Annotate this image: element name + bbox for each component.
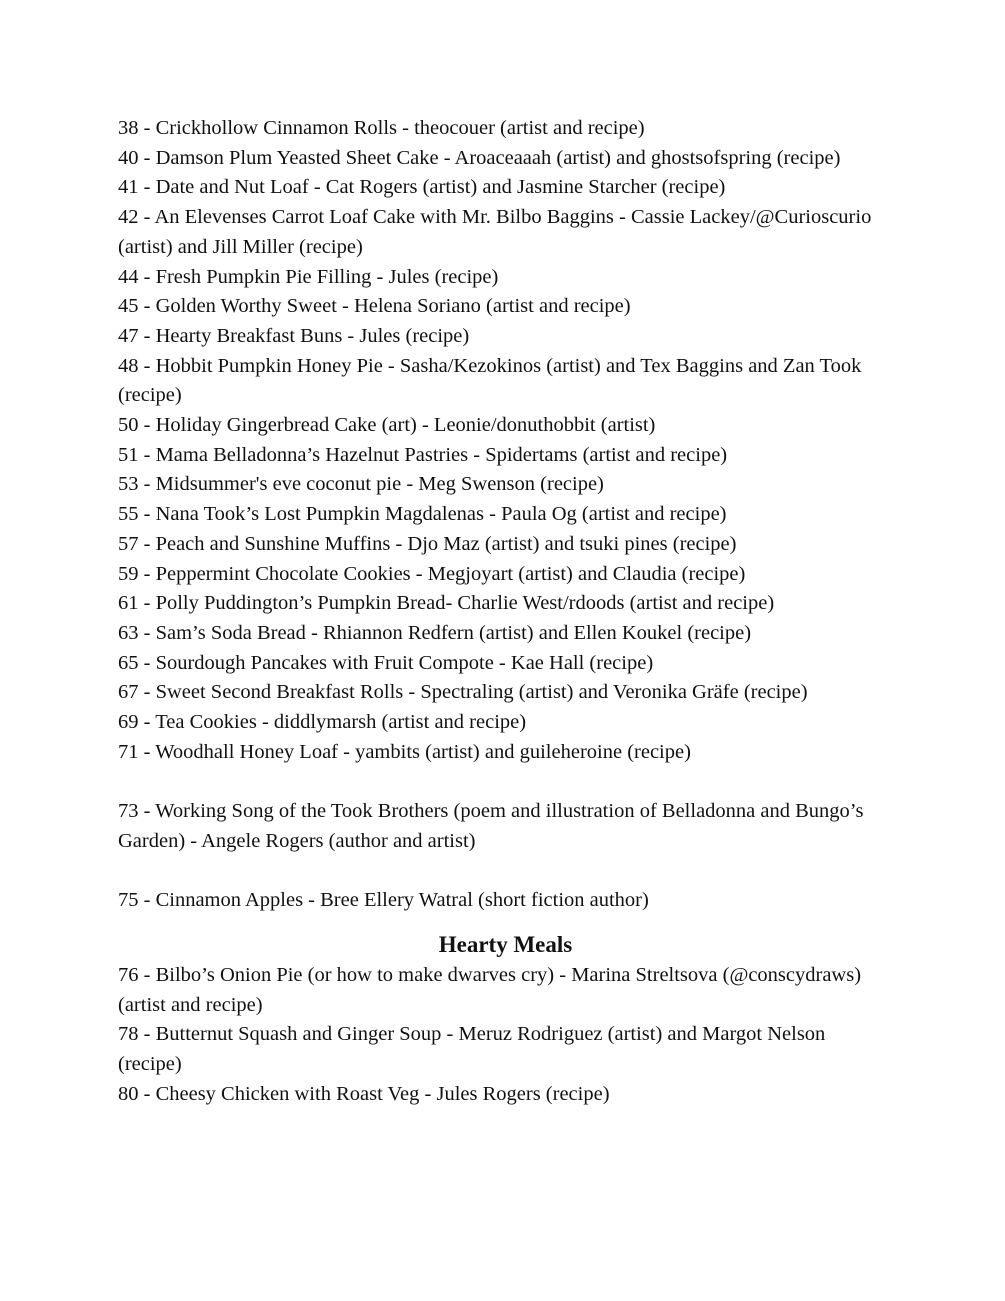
contents-entry: 53 - Midsummer's eve coconut pie - Meg Swenson (recipe): [118, 473, 604, 496]
contents-entry: 63 - Sam’s Soda Bread - Rhiannon Redfern (artist) and Ellen Koukel (recipe): [118, 621, 752, 644]
contents-entry: 67 - Sweet Second Breakfast Rolls - Spectraling (artist) and Veronika Gräfe (recipe): [118, 681, 808, 704]
contents-entry: 50 - Holiday Gingerbread Cake (art) - Leonie/donuthobbit (artist): [118, 414, 656, 437]
contents-entry: 55 - Nana Took’s Lost Pumpkin Magdalenas - Paula Og (artist and recipe): [118, 503, 727, 526]
blank-line: [118, 857, 893, 887]
contents-entry: 71 - Woodhall Honey Loaf - yambits (artist) and guileheroine (recipe): [118, 740, 691, 763]
contents-entry: 45 - Golden Worthy Sweet - Helena Soriano (artist and recipe): [118, 295, 631, 318]
fiction-entry: 75 - Cinnamon Apples - Bree Ellery Watral (short fiction author): [118, 889, 649, 912]
contents-entry: 38 - Crickhollow Cinnamon Rolls - theocouer (artist and recipe): [118, 117, 645, 139]
contents-entry: 44 - Fresh Pumpkin Pie Filling - Jules (recipe): [118, 265, 499, 288]
contents-entry: 78 - Butternut Squash and Ginger Soup - Meruz Rodriguez (artist) and Margot Nelson (recipe): [118, 1023, 826, 1076]
contents-entry: 69 - Tea Cookies - diddlymarsh (artist and recipe): [118, 711, 527, 734]
contents-entry: 61 - Polly Puddington’s Pumpkin Bread- Charlie West/rdoods (artist and recipe): [118, 592, 775, 615]
contents-page: [118, 114, 893, 1109]
contents-entry: 76 - Bilbo’s Onion Pie (or how to make dwarves cry) - Marina Streltsova (@conscydraws) (artist and recipe): [118, 963, 862, 1016]
contents-entry: 42 - An Elevenses Carrot Loaf Cake with Mr. Bilbo Baggins - Cassie Lackey/@Curioscurio (artist) and Jill Miller (recipe): [118, 206, 872, 258]
contents-entry: 47 - Hearty Breakfast Buns - Jules (recipe): [118, 324, 470, 347]
section-heading-hearty-meals: Hearty Meals: [438, 931, 573, 957]
blank-line: [118, 767, 893, 797]
contents-entry: 51 - Mama Belladonna’s Hazelnut Pastries - Spidertams (artist and recipe): [118, 443, 728, 466]
contents-entry: 57 - Peach and Sunshine Muffins - Djo Maz (artist) and tsuki pines (recipe): [118, 532, 737, 555]
contents-entry: 48 - Hobbit Pumpkin Honey Pie - Sasha/Kezokinos (artist) and Tex Baggins and Zan Took (recipe): [118, 354, 862, 407]
contents-entry: 59 - Peppermint Chocolate Cookies - Megjoyart (artist) and Claudia (recipe): [118, 562, 746, 585]
contents-entry: 40 - Damson Plum Yeasted Sheet Cake - Aroaceaaah (artist) and ghostsofspring (recipe): [118, 146, 841, 169]
contents-entry: 65 - Sourdough Pancakes with Fruit Compote - Kae Hall (recipe): [118, 651, 654, 674]
contents-entry: 41 - Date and Nut Loaf - Cat Rogers (artist) and Jasmine Starcher (recipe): [118, 176, 726, 199]
poem-entry: 73 - Working Song of the Took Brothers (poem and illustration of Belladonna and Bungo’s Garden) - Angele Rogers (author and artist): [118, 800, 864, 852]
contents-entry: 80 - Cheesy Chicken with Roast Veg - Jules Rogers (recipe): [118, 1082, 610, 1105]
